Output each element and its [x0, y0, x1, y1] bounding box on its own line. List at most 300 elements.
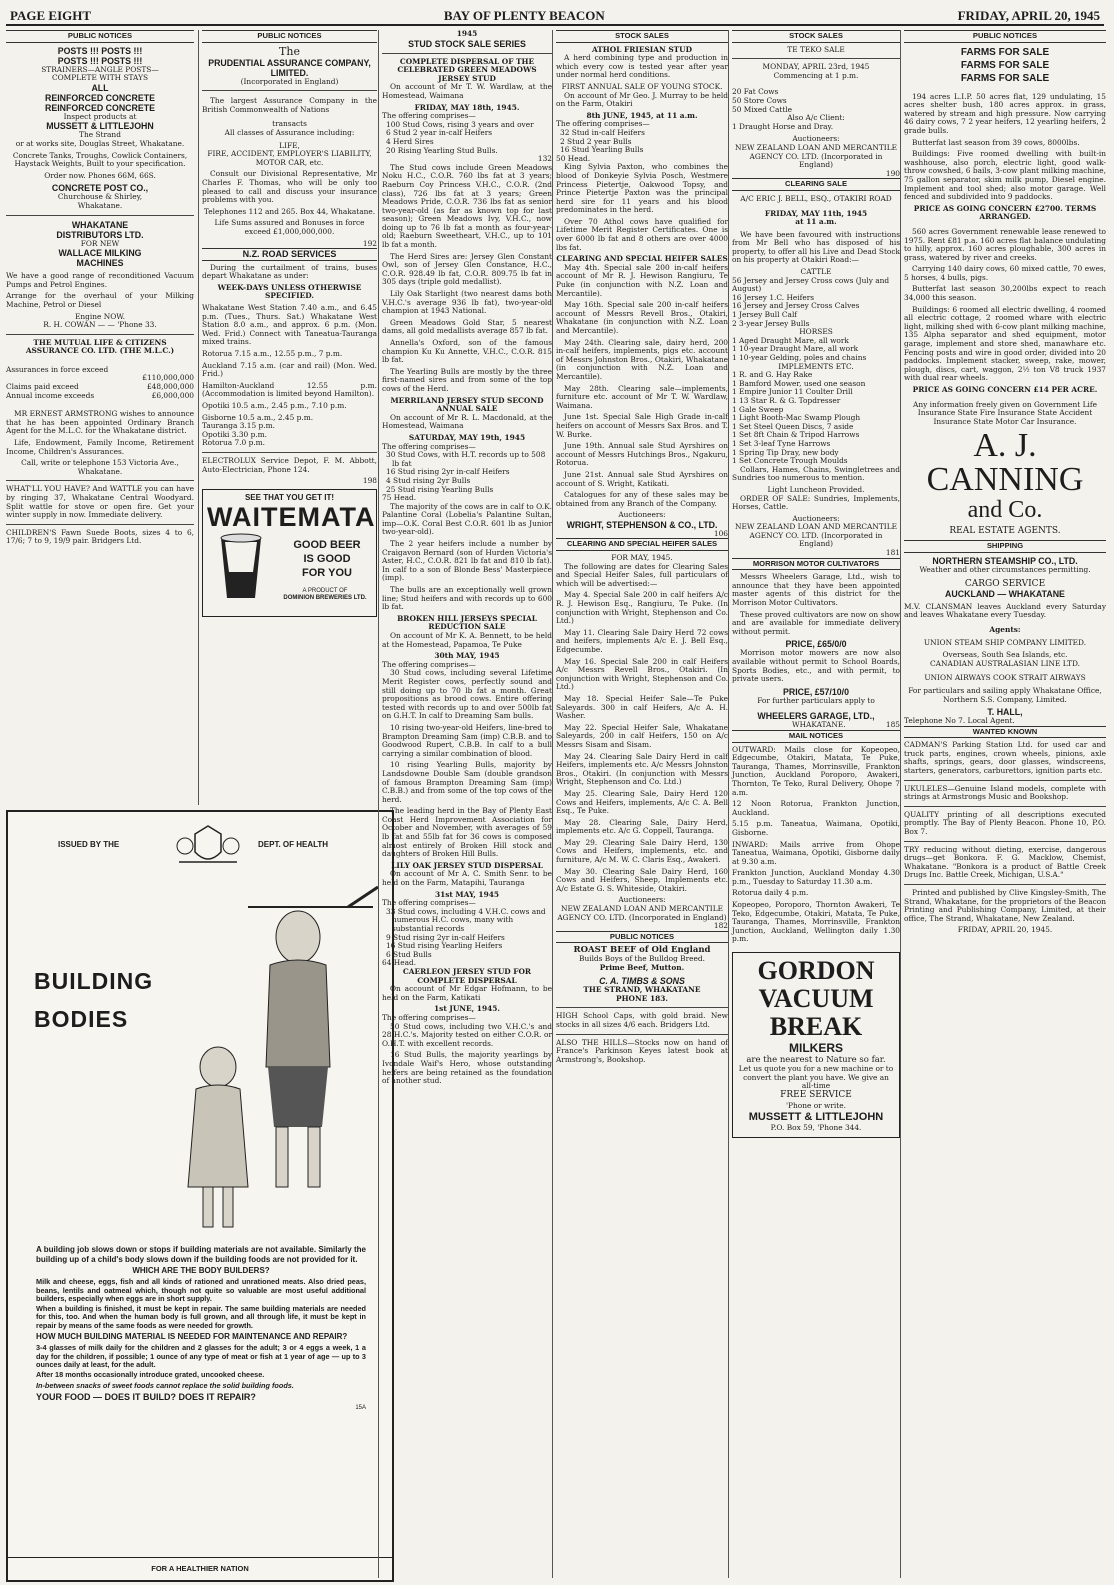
- list-item: 33 Stud cows, including 4 V.H.C. cows and numerous H.C. cows, many with substantial records: [386, 906, 546, 933]
- headline: FARMS FOR SALE: [960, 59, 1050, 71]
- text: Catalogues for any of these sales may be obtained from any Branch of the Company.: [556, 490, 728, 508]
- text: The offering comprises—: [382, 1012, 476, 1022]
- text: Carrying 140 dairy cows, 60 mixed cattle, 70 ewes, 5 horses, 4 bulls, pigs.: [904, 264, 1106, 282]
- text: The offering comprises—: [556, 119, 650, 129]
- text: Life Sums assured and Bonuses in force exceed £1,000,000,000.: [214, 218, 365, 236]
- text: Rotorua 7.0 p.m.: [202, 438, 266, 448]
- list-item: May 28. Clearing Sale, Dairy Herd, implements etc. A/c G. Coppell, Tauranga.: [556, 817, 728, 836]
- list-item: 1 Set 3-leaf Tyne Harrows: [732, 438, 831, 448]
- value: £110,000,000: [142, 373, 194, 383]
- offering-list: [382, 451, 552, 494]
- text: The Yearling Bulls are mostly by the three first-named sires and from some of the top cows of the Herd.: [382, 366, 552, 393]
- ad-title: [34, 962, 153, 1038]
- text: CARGO SERVICE: [964, 579, 1046, 590]
- section-heading: STOCK SALES: [556, 30, 728, 43]
- list-item: May 28th. Clearing sale—implements, furniture etc. account of Mr T. W. Wardlaw, Waimana.: [556, 383, 728, 410]
- sale-date: 1st JUNE, 1945.: [434, 1004, 500, 1014]
- text: Gisborne 10.5 a.m., 2.45 p.m.: [202, 412, 314, 422]
- text: BUILDING: [34, 968, 154, 994]
- text: WEEK-DAYS UNLESS OTHERWISE SPECIFIED.: [217, 282, 362, 301]
- text: SEE THAT YOU GET IT!: [244, 492, 335, 502]
- text: P.O. Box 59, 'Phone 344.: [770, 1123, 862, 1132]
- text: IS GOOD: [303, 552, 351, 565]
- text: 1 Draught Horse and Dray.: [732, 121, 834, 131]
- list-item: May 25. Clearing Sale, Dairy Herd 120 Cows and Heifers, implements, A/c C. A. Bell Esq., Te Puke.: [556, 788, 728, 816]
- text: Collars, Hames, Chains, Swingletrees and Sundries too numerous to mention.: [732, 464, 900, 483]
- text: transacts: [272, 119, 307, 129]
- ad-number: 192: [362, 238, 377, 248]
- list-item: 2 3-year Jersey Bulls: [732, 318, 810, 328]
- list-item: 16 Jersey and Jersey Cross Calves: [732, 301, 860, 311]
- list-item: 4 Stud rising 2yr Bulls: [386, 475, 471, 485]
- company-logo: A. J. CANNING: [926, 427, 1084, 499]
- text: Kopeopeo, Poroporo, Thornton Awakeri, Te Teko, Edgecumbe, Otakiri, Matata, Te Puke, Tauranga, Thames, Morrinsville, Frankton Junction, Auckland, Wellington daily 1.30 p.m.: [732, 900, 900, 944]
- text: The Herd Sires are: Jersey Glen Constant Owl, son of Jersey Glen Constance, H.C., C.O.R. 928.49 lb fat, C.O.R. 809.75 lb fat in 305 days (triple gold medallist).: [382, 251, 552, 287]
- list-item: June 21st. Annual sale Stud Ayrshires on account of S. Wright, Katikati.: [556, 469, 728, 488]
- text: M.V. CLANSMAN leaves Auckland every Saturday and leaves Whakatane every Tuesday.: [904, 601, 1106, 620]
- section-heading: PUBLIC NOTICES: [556, 931, 728, 944]
- divider: [732, 58, 900, 59]
- headline: STUD STOCK SALE SERIES: [408, 38, 526, 49]
- brand-name: BREAK: [769, 1012, 863, 1042]
- text: GOOD BEER: [293, 538, 361, 551]
- headline: CLEARING AND SPECIAL HEIFER SALES: [556, 254, 728, 264]
- sale-date: 31st MAY, 1945: [434, 889, 500, 899]
- list-item: May 4th. Special sale 200 in-calf heifers account of Mr R. J. Hewison Rangiuru, Te Puke (in conjunction with N.Z. Loan and Mercantile).: [556, 262, 728, 298]
- text: We have a good range of reconditioned Vacuum Pumps and Petrol Engines.: [6, 271, 194, 289]
- list-item: 1 Bamford Mower, used one season: [732, 378, 866, 388]
- ad-number: 181: [885, 548, 900, 558]
- company-name: NEW ZEALAND LOAN AND MERCANTILE AGENCY CO. LTD. (Incorporated in England): [735, 522, 897, 549]
- text: The largest Assurance Company in the British Commonwealth of Nations: [202, 96, 377, 114]
- text: UNION AIRWAYS COOK STRAIT AIRWAYS: [924, 673, 1086, 683]
- text: Buildings: Five roomed dwelling with built-in washhouse, also porch, electric light, good walk-throw cowshed, 6 bails, 3-cow plant milking machine, 75 gallon separator, skim milk pump, Diesel engine. Implement and tool shed; also motor garage. Well fenced and subdivided into 9 paddocks.: [904, 149, 1106, 202]
- headline: WHAKATANE: [71, 219, 129, 230]
- issue-date: FRIDAY, APRIL 20, 1945: [957, 8, 1100, 23]
- list-item: 1 Empire Junior 11 Coulter Drill: [732, 387, 853, 397]
- text: The bulls are an exceptionally well grown line; Stud heifers and with records up to 600 lb fat.: [382, 585, 552, 612]
- text: When a building is finished, it must be kept in repair. The same building materials are needed for this, too. And when the human body is full grown, and all through life, it must be kept in repair by means of the same foods as were needed for growth.: [36, 1304, 366, 1330]
- text: 12 Noon Rotorua, Frankton Junction, Auckland.: [732, 799, 900, 817]
- text: After 18 months occasionally introduce grated, uncooked cheese.: [36, 1370, 265, 1380]
- text: The leading herd in the Bay of Plenty East Coast Herd Improvement Association for October and November, with averages of 59 lb fat and 55lb fat for 36 cows is composed almost entirely of Broken Hill stock and daughters of Broken Hill Bulls.: [382, 806, 552, 859]
- text: at 11 a.m.: [795, 217, 837, 227]
- divider: [6, 215, 194, 216]
- text: On account of Mr K. A. Bennett, to be held at the Homestead, Papamoa, Te Puke: [382, 631, 552, 649]
- list-item: May 24. Clearing Sale Dairy Herd in calf Heifers, implements etc. A/c Messrs Johnston Bros., Otakiri. (In conjunction with Messrs Wright, Stephenson and Co. Ltd.): [556, 751, 728, 787]
- section-heading: SHIPPING: [904, 540, 1106, 553]
- headline: FARMS FOR SALE: [960, 72, 1050, 84]
- brand-name: WAITEMATA: [207, 502, 376, 533]
- text: Buildings: 6 roomed all electric dwelling, 4 roomed all electric cottage, 2 roomed whare with electric light, milking shed with 6-cow plant milking machine, 135 Alpha separator and shed equipment, motor garage, implement and store shed, manawhare etc. Fencing posts and wire in good order, divided into 20 paddocks. Implement stacker, sweep, rake, mower, plough, discs, cart, waggon, 2½ ton V8 truck 1937 with dual rear wheels.: [904, 304, 1106, 383]
- section-heading: PUBLIC NOTICES: [904, 30, 1106, 43]
- column-6: [900, 30, 1106, 1578]
- ad-number: 15A: [355, 1405, 366, 1412]
- text: The majority of the cows are in calf to O.K. Palantine Coral (Lobelia's Palantine Sultan, imp—O.K. Coral Best C.O.R. 601 lb as Junior two-year-old).: [382, 501, 552, 537]
- cattle-list: [732, 277, 900, 329]
- list-item: 1 Aged Draught Mare, all work: [732, 335, 849, 345]
- imprint: Printed and published by Clive Kingsley-Smith, The Strand, Whakatane, for the proprietors of the Beacon Printing and Publishing Company, Limited, at their office, The Strand, Whakatane, New Zealand.: [904, 888, 1106, 923]
- list-item: 20 Rising Yearling Stud Bulls.: [386, 145, 498, 155]
- text: CANADIAN AUSTRALASIAN LINE LTD.: [930, 658, 1080, 668]
- headline: TE TEKO SALE: [787, 44, 845, 54]
- waitemata-ad: [202, 489, 377, 617]
- text: Call, write or telephone 153 Victoria Ave., Whakatane.: [21, 458, 179, 476]
- text: 50 Head.: [556, 153, 591, 163]
- section-heading: MORRISON MOTOR CULTIVATORS: [732, 558, 900, 571]
- text: Milk and cheese, eggs, fish and all kinds of rationed and unrationed meats. Also dried peas, beans, lentils and oatmeal which, though not quite so valuable are most useful additional builders, especially when eggs are in short supply.: [36, 1277, 366, 1303]
- text: FIRE, ACCIDENT, EMPLOYER'S LIABILITY, MOTOR CAR, etc.: [207, 149, 372, 167]
- list-item: 1 Jersey Bull Calf: [732, 310, 798, 320]
- subheading: IMPLEMENTS ETC.: [778, 361, 854, 371]
- list-item: 32 Stud in-calf Heifers: [560, 127, 645, 137]
- text: King Sylvia Paxton, who combines the blood of Donkeyie Sylvia Posch, Westmere Princess Pietertje, Oakwood Topsy, and Prince Pietertje Paxton was the principal herd sire for 11 years and his blood predominates in the herd.: [556, 162, 728, 215]
- list-item: 50 Store Cows: [732, 95, 787, 105]
- text: Hamilton-Auckland 12.55 p.m. (Accommodation is limited beyond Hamilton).: [202, 380, 377, 399]
- ad-number: 198: [362, 476, 377, 486]
- list-item: 9 Stud rising 2yr in-calf Heifers: [386, 932, 505, 942]
- sales-list: [556, 591, 728, 893]
- headline: REINFORCED CONCRETE: [45, 102, 155, 113]
- sale-date: FRIDAY, MAY 11th, 1945: [764, 208, 868, 218]
- section-heading: CLEARING SALE: [732, 178, 900, 191]
- text: Also A/c Client:: [787, 113, 845, 123]
- text: Telephones 112 and 265. Box 44, Whakatane.: [203, 206, 376, 216]
- posts-headline: POSTS !!! POSTS !!!: [57, 45, 143, 56]
- sale-date: SATURDAY, MAY 19th, 1945: [408, 432, 526, 442]
- headline: MERRILAND JERSEY STUD SECOND ANNUAL SALE: [390, 395, 544, 414]
- list-item: 16 Stud rising Yearling Heifers: [386, 941, 503, 951]
- list-item: May 29. Clearing Sale Dairy Herd, 130 Cows and Heifers, implements, etc. and furniture, A/c M. W. C. Claris Esq., Awakeri.: [556, 837, 728, 865]
- text: Tauranga 3.15 p.m.: [202, 421, 275, 431]
- divider: [556, 1034, 728, 1035]
- text: Weather and other circumstances permitting.: [919, 564, 1091, 574]
- list-item: 1 Set Steel Queen Discs, 7 aside: [732, 421, 854, 431]
- text: A PRODUCT OF: [302, 587, 348, 594]
- text: 560 acres Government renewable lease renewed to 1975. Rent £81 p.a. 160 acres flat balance undulating to hilly, approx. 160 acres ploughable, 300 acres in grass, watered by river and creeks.: [904, 226, 1106, 262]
- text: Order now. Phones 66M, 66S.: [44, 170, 156, 180]
- divider: [202, 90, 377, 91]
- divider: [6, 524, 194, 525]
- text: 'Phone or write.: [786, 1101, 846, 1111]
- page-number: PAGE EIGHT: [10, 8, 92, 23]
- children-illustration: [158, 867, 383, 1237]
- list-item: May 22. Special Heifer Sale, Whakatane Saleyards, 200 in calf Heifers, 150 on A/c Messrs Sisam and Sisam.: [556, 722, 728, 749]
- ad-body: [36, 1245, 366, 1412]
- text: Auctioneers:: [792, 513, 840, 523]
- text: Annella's Oxford, son of the famous champion Ku Ku Annette, V.H.C., C.O.R. 815 lb fat.: [382, 338, 552, 365]
- brand-name: MILKERS: [789, 1041, 843, 1056]
- section-heading: WANTED KNOWN: [904, 726, 1106, 739]
- divider: [202, 452, 377, 453]
- list-item: 1 13 Star R. & G. Topdresser: [732, 395, 841, 405]
- coat-of-arms-icon: [173, 822, 243, 868]
- company-name: MUSSETT & LITTLEJOHN: [748, 1111, 884, 1123]
- value: £6,000,000: [151, 390, 194, 400]
- text: CHILDREN'S Fawn Suede Boots, sizes 4 to 6, 17/6; 7 to 9, 19/9 pair. Bridgers Ltd.: [6, 527, 194, 546]
- ad-number: 106: [713, 528, 728, 538]
- text: R. H. COWAN — — 'Phone 33.: [43, 320, 157, 330]
- company-name: NORTHERN STEAMSHIP CO., LTD.: [932, 555, 1078, 566]
- text: Overseas, South Sea Islands, etc.: [942, 650, 1068, 660]
- offering-list: [382, 121, 552, 155]
- section-heading: PUBLIC NOTICES: [6, 30, 194, 43]
- ad-number: 190: [885, 168, 900, 178]
- section-heading: PUBLIC NOTICES: [202, 30, 377, 43]
- headline: REINFORCED CONCRETE: [45, 92, 155, 103]
- text: 16 Stud Bulls, the majority yearlings by Ivondale Waif's Hero, whose outstanding heifers are being retained as the foundation of another stud.: [382, 1050, 552, 1086]
- divider: [556, 1007, 728, 1008]
- label: Annual income exceeds: [6, 390, 95, 400]
- headline: CAERLEON JERSEY STUD FOR COMPLETE DISPERSAL: [402, 966, 532, 985]
- company-name: WHEELERS GARAGE, LTD.,: [757, 711, 875, 722]
- company-name: CONCRETE POST CO.,: [51, 183, 149, 194]
- list-item: 1 10-year Draught Mare, all work: [732, 344, 859, 354]
- column-1: [6, 30, 194, 805]
- text: Frankton Junction, Auckland Monday 4.30 p.m., Tuesday to Saturday 11.30 a.m.: [732, 868, 900, 886]
- section-heading: STOCK SALES: [732, 30, 900, 43]
- headline: DISTRIBUTORS LTD.: [56, 229, 144, 240]
- list-item: May 18. Special Heifer Sale—Te Puke Saleyards. 300 in calf Heifers, A/c A. H. Washer.: [556, 693, 728, 721]
- company-logo: and Co.: [967, 497, 1043, 524]
- text: 10 rising two-year-old Heifers, line-bred to Brampton Dreaming Sam (imp) C.B.B. and to Goodwood Rupert, C.B.B. In calf to a bull carrying a similar combination of blood.: [382, 722, 552, 758]
- divider: [904, 884, 1106, 885]
- text: ALSO THE HILLS—Stocks now on hand of France's Parkinson Keyes latest book at Armstrong's, Bookshop.: [556, 1037, 728, 1064]
- divider: [904, 806, 1106, 807]
- text: The 2 year heifers include a number by Craigavon Bernard (son of Hurden Victoria's Aster, H.C., C.O.R. 821 lb fat and 810 lb fat). In calf to a son of Blonde Bess' Masterpiece (imp).: [382, 539, 552, 583]
- list-item: 2 Stud 2 year Bulls: [560, 136, 632, 146]
- text: Whakatane.: [77, 200, 123, 210]
- list-item: June 19th. Annual sale Stud Ayrshires on account of Messrs Hutchings Bros., Ngakuru, Rotorua.: [556, 441, 728, 468]
- text: Engine NOW.: [75, 311, 125, 321]
- text: Agents:: [989, 624, 1021, 634]
- sales-list: [556, 264, 728, 488]
- text: Opotiki 10.5 a.m., 2.45 p.m., 7.10 p.m.: [202, 401, 347, 410]
- text: During the curtailment of trains, buses depart Whakatane as under:: [202, 262, 377, 281]
- masthead: [6, 2, 1104, 26]
- price: PRICE AS GOING CONCERN £2700. TERMS ARRANGED.: [913, 203, 1097, 222]
- list-item: May 4. Special Sale 200 in calf heifers A/c R. J. Hewison Esq., Rangiuru, Te Puke. (In conjunction with Wright, Stephenson and Co. Ltd.): [556, 590, 728, 626]
- ad-footer: FOR A HEALTHIER NATION: [8, 1557, 392, 1580]
- ad-number: 185: [885, 720, 900, 730]
- text: HIGH School Caps, with gold braid. New stocks in all sizes 4/6 each. Bridgers Ltd.: [556, 1011, 728, 1029]
- text: On account of Mr A. C. Smith Senr. to be held on the Farm, Matapihi, Tauranga: [382, 869, 552, 888]
- list-item: 100 Stud Cows, rising 3 years and over: [386, 119, 534, 129]
- list-item: 1 Set 8ft Chain & Tripod Harrows: [732, 430, 860, 440]
- text: FOR NEW: [80, 238, 120, 248]
- text: In-between snacks of sweet foods cannot replace the solid building foods.: [36, 1380, 294, 1390]
- text: Churchouse & Shirley,: [57, 192, 143, 202]
- text: FOR YOU: [302, 566, 352, 579]
- text: WHAKATANE.: [792, 720, 846, 730]
- list-item: 1 Light Booth-Mac Swamp Plough: [732, 413, 861, 423]
- text: Rotorua daily 4 p.m.: [732, 888, 809, 898]
- text: REAL ESTATE AGENTS.: [949, 526, 1061, 537]
- list-item: May 24th. Clearing sale, dairy herd, 200 in-calf heifers, implements, pigs etc. account of Messrs Johnston Bros., Otakiri, Whakatane (in conjunction with N.Z. Loan and Mercantile).: [556, 337, 728, 381]
- column-2: [198, 30, 377, 805]
- text: Light Luncheon Provided.: [767, 484, 865, 494]
- text: The Strand: [79, 130, 121, 140]
- text: These proved cultivators are now on show and are available for immediate delivery without permit.: [732, 609, 900, 636]
- text: The offering comprises—: [382, 441, 476, 451]
- text: Prime Beef, Mutton.: [599, 962, 685, 972]
- address-row: [732, 721, 900, 730]
- list-item: 50 Mixed Cattle: [732, 104, 793, 114]
- list-item: 1 Set Concrete Trough Moulds: [732, 456, 848, 466]
- list-item: 56 Jersey and Jersey Cross cows (July and August): [732, 275, 890, 294]
- text: T. HALL,: [987, 707, 1023, 718]
- text: Messrs Wheelers Garage, Ltd., wish to announce that they have been appointed master agents of this district for the Morrison Motor Cultivators.: [732, 572, 900, 608]
- text: (Incorporated in England): [240, 76, 339, 86]
- text: On account of Mr Geo. J. Murray to be held on the Farm, Otakiri: [556, 90, 728, 109]
- column-5: [728, 30, 900, 1578]
- text: Auckland 7.15 a.m. (car and rail) (Mon. Wed. Frid.): [202, 360, 377, 379]
- text: BODIES: [34, 1006, 129, 1032]
- divider: [904, 841, 1106, 842]
- text: The offering comprises—: [382, 659, 476, 669]
- list-item: 6 Stud 2 year in-calf Heifers: [386, 128, 493, 138]
- text: Auctioneers:: [618, 895, 666, 905]
- list-item: 30 Stud Cows, with H.T. records up to 508 lb fat: [386, 450, 546, 468]
- posts-headline: POSTS !!! POSTS !!!: [57, 55, 143, 66]
- text: FIRST ANNUAL SALE OF YOUNG STOCK.: [561, 81, 723, 91]
- company-name: WRIGHT, STEPHENSON & CO., LTD.: [566, 519, 718, 530]
- text: ISSUED BY THE: [58, 840, 120, 849]
- sale-date: 8th JUNE, 1945, at 11 a.m.: [586, 110, 698, 120]
- text: FOR MAY, 1945.: [611, 553, 673, 563]
- sale-date: FRIDAY, MAY 18th, 1945.: [414, 102, 520, 112]
- text: On account of Mr T. W. Wardlaw, at the Homestead, Waimana: [382, 82, 552, 100]
- text: On account of Mr R. L. Macdonald, at the Homestead, Waimana: [382, 412, 552, 431]
- headline: MACHINES: [76, 258, 124, 269]
- beer-glass-icon: [215, 532, 267, 602]
- text: TRY reducing without dieting, exercise, dangerous drugs—get Bonkora. F. G. Macklow, Chemist, Whakatane. "Bonkora is a product of Battle Creek Drugs Inc. Battle Creek, Michigan, U.S.A.": [904, 844, 1106, 880]
- section-heading: N.Z. ROAD SERVICES: [202, 248, 377, 261]
- headline: ATHOL FRIESIAN STUD: [591, 44, 693, 54]
- list-item: 1 R. and G. Hay Rake: [732, 370, 813, 380]
- text: A building job slows down or stops if building materials are not available. Similarly the building up of a child's body slows down if the building foods are not provided for it.: [36, 1245, 366, 1264]
- ad-number: 132: [537, 154, 552, 164]
- list-item: 1 Spring Tip Dray, new body: [732, 447, 839, 457]
- text: OUTWARD: Mails close for Kopeopeo, Edgecumbe, Otakiri, Matata, Te Puke, Tauranga, Thames, Morrinsville, Frankton Junction, Auckland Poroporo, Awakeri, Thornton, Te Teko, Rural Delivery, Ohope 7 a.m.: [732, 744, 900, 797]
- label: Assurances in force exceed: [6, 364, 109, 374]
- list-item: 16 Stud rising 2yr in-calf Heifers: [386, 467, 510, 477]
- gordon-vacuum-ad: [732, 952, 900, 1138]
- text: 3-4 glasses of milk daily for the children and 2 glasses for the adult; 3 or 4 eggs a week, 1 a day for the children, if possible; 1 ounce of any type of meat or fish at 1 year of age — up to 3 ounces daily at least, for the adult.: [36, 1343, 366, 1369]
- text: 50 Stud cows, including two V.H.C.'s and 28 H.C.'s. Majority tested on either C.O.R. or O.H.T. with excellent records.: [382, 1021, 552, 1048]
- text: ORDER OF SALE: Sundries, Implements, Horses, Cattle.: [732, 493, 900, 512]
- health-advertisement: [6, 810, 394, 1582]
- value: £48,000,000: [146, 382, 194, 392]
- ad-number: 182: [713, 921, 728, 931]
- divider: [6, 480, 194, 481]
- newspaper-title: BAY OF PLENTY BEACON: [443, 8, 605, 23]
- offering-list: [556, 129, 728, 155]
- section-heading: CLEARING AND SPECIAL HEIFER SALES: [556, 538, 728, 551]
- text: or at works site, Douglas Street, Whakatane.: [15, 138, 185, 148]
- sale-date: 30th MAY, 1945: [434, 651, 500, 661]
- price: PRICE, £65/0/0: [785, 639, 847, 650]
- text: The offering comprises—: [382, 111, 476, 121]
- text: ELECTROLUX Service Depot, F. M. Abbott, Auto-Electrician, Phone 124.: [202, 455, 377, 474]
- list-item: 16 Stud Yearling Bulls: [560, 145, 644, 155]
- price: PRICE AS GOING CONCERN £14 PER ACRE.: [912, 385, 1098, 394]
- text: Life, Endowment, Family Income, Retirement Income, Children's Assurances.: [6, 438, 194, 456]
- text: The offering comprises—: [382, 898, 476, 908]
- list-item: May 16. Special Sale 200 in calf Heifers A/c Messrs Revell Bros., Otakiri. (In conjunction with Wright, Stephenson and Co. Ltd.): [556, 656, 728, 692]
- question: YOUR FOOD — DOES IT BUILD? DOES IT REPAIR?: [36, 1391, 256, 1402]
- sale-date: MONDAY, APRIL 23rd, 1945: [762, 62, 870, 72]
- text: 1945: [456, 30, 478, 38]
- list-item: 4 Herd Sires: [386, 136, 434, 146]
- column-4: [552, 30, 728, 1578]
- list-item: 20 Fat Cows: [732, 87, 779, 97]
- text: Lily Oak Starlight (two nearest dams both V.H.C.'s average 936 lb fat), two-year-old champion at 1943 National.: [382, 289, 552, 316]
- text: COMPLETE WITH STAYS: [51, 73, 149, 83]
- headline: ROAST BEEF of Old England: [573, 945, 711, 956]
- list-item: 1 10-year Gelding, poles and chains: [732, 353, 867, 362]
- headline: FARMS FOR SALE: [960, 46, 1050, 58]
- text: WHAT'LL YOU HAVE? And WATTLE you can have by ringing 37, Whakatane Central Woodyard. Split wattle for stove or open fire. Get your winter supply in now. Immediate delivery.: [6, 484, 194, 520]
- headline: AUCKLAND — WHAKATANE: [945, 588, 1065, 599]
- text: On account of Mr Edgar Hofmann, to be held on the Farm, Katikati: [382, 984, 552, 1002]
- company-name: NEW ZEALAND LOAN AND MERCANTILE AGENCY CO. LTD. (Incorporated in England): [735, 142, 897, 170]
- text: The: [279, 44, 300, 58]
- text: CADMAN'S Parking Station Ltd. for used car and truck parts, engines, crown wheels, pinions, axle shafts, springs, gears, door glasses, windscreens, starters, generators, carburettors, ignition parts etc.: [904, 740, 1106, 776]
- text: INWARD: Mails arrive from Ohope Taneatua, Waimana, Opotiki, Gisborne daily at 9.30 a.m.: [732, 839, 900, 866]
- question: HOW MUCH BUILDING MATERIAL IS NEEDED FOR MAINTENANCE AND REPAIR?: [36, 1332, 348, 1342]
- text: STRAINERS—ANGLE POSTS—: [41, 64, 159, 74]
- offering-list: [382, 908, 552, 960]
- divider: [6, 334, 194, 335]
- implement-list: [732, 371, 900, 466]
- text: MR ERNEST ARMSTRONG wishes to announce that he has been appointed Ordinary Branch Agent for the M.L.C. for the Whakatane district.: [6, 409, 194, 436]
- figure-row: [6, 392, 194, 401]
- text: DOMINION BREWERIES LTD.: [283, 594, 367, 601]
- text: Builds Boys of the Bulldog Breed.: [579, 954, 705, 963]
- text: are the nearest to Nature so far.: [746, 1055, 886, 1066]
- text: The following are dates for Clearing Sales and Special Heifer Sales, full particulars of which will be advertised:—: [556, 561, 728, 588]
- list-item: May 11. Clearing Sale Dairy Herd 72 cows and heifers, implements A/c E. J. Bell Esq., Edgecumbe.: [556, 627, 728, 654]
- list-item: 25 Stud rising Yearling Bulls: [386, 484, 494, 494]
- text: PHONE 183.: [616, 993, 668, 1003]
- text: Auctioneers:: [618, 510, 666, 520]
- divider: [382, 53, 552, 54]
- text: Inspect products at: [63, 111, 137, 121]
- headline: LILY OAK JERSEY STUD DISPERSAL: [391, 860, 543, 870]
- text: LIFE,: [279, 140, 300, 150]
- headline: WALLACE MILKING: [58, 248, 142, 259]
- text: FREE SERVICE: [780, 1089, 852, 1100]
- text: Auctioneers:: [792, 134, 840, 144]
- text: A herd combining type and production in which every cow is tested year after year under normal herd conditions.: [556, 53, 728, 80]
- horse-list: [732, 337, 900, 363]
- subheading: CATTLE: [800, 267, 832, 277]
- text: A/C ERIC J. BELL, ESQ., OTAKIRI ROAD: [740, 193, 892, 203]
- text: We have been favoured with instructions from Mr Bell who has disposed of his property, to offer all his Live and Dead Stock on his property at Otakiri Road:—: [732, 229, 900, 265]
- text: 5.15 p.m. Taneatua, Waimana, Opotiki, Gisborne.: [732, 819, 900, 837]
- text: UNION STEAM SHIP COMPANY LIMITED.: [923, 637, 1087, 647]
- divider: [904, 780, 1106, 781]
- list-item: 1 Gale Sweep: [732, 404, 784, 414]
- brand-name: GORDON VACUUM: [757, 956, 875, 1014]
- text: 75 Head.: [382, 493, 417, 503]
- text: Whakatane West Station 7.40 a.m., and 6.45 p.m. (Tues., Thurs. Sat.) Whakatane West Station 8.0 a.m., and approx. 6 p.m. (Mon. Wed. Frid.) Connect with Taneatua-Tauranga mixed trains.: [202, 303, 377, 347]
- list-item: May 30. Clearing Sale Dairy Herd, 160 Cows and Heifers, Sheep, Implements etc. A/c Estate G. S. Whiteside, Otakiri.: [556, 866, 728, 893]
- text: Butterfat last season from 39 cows, 8000lbs.: [912, 137, 1080, 147]
- text: Arrange for the overhaul of your Milking Machine, Petrol or Diesel: [6, 291, 194, 309]
- headline: BROKEN HILL JERSEYS SPECIAL REDUCTION SALE: [397, 613, 537, 632]
